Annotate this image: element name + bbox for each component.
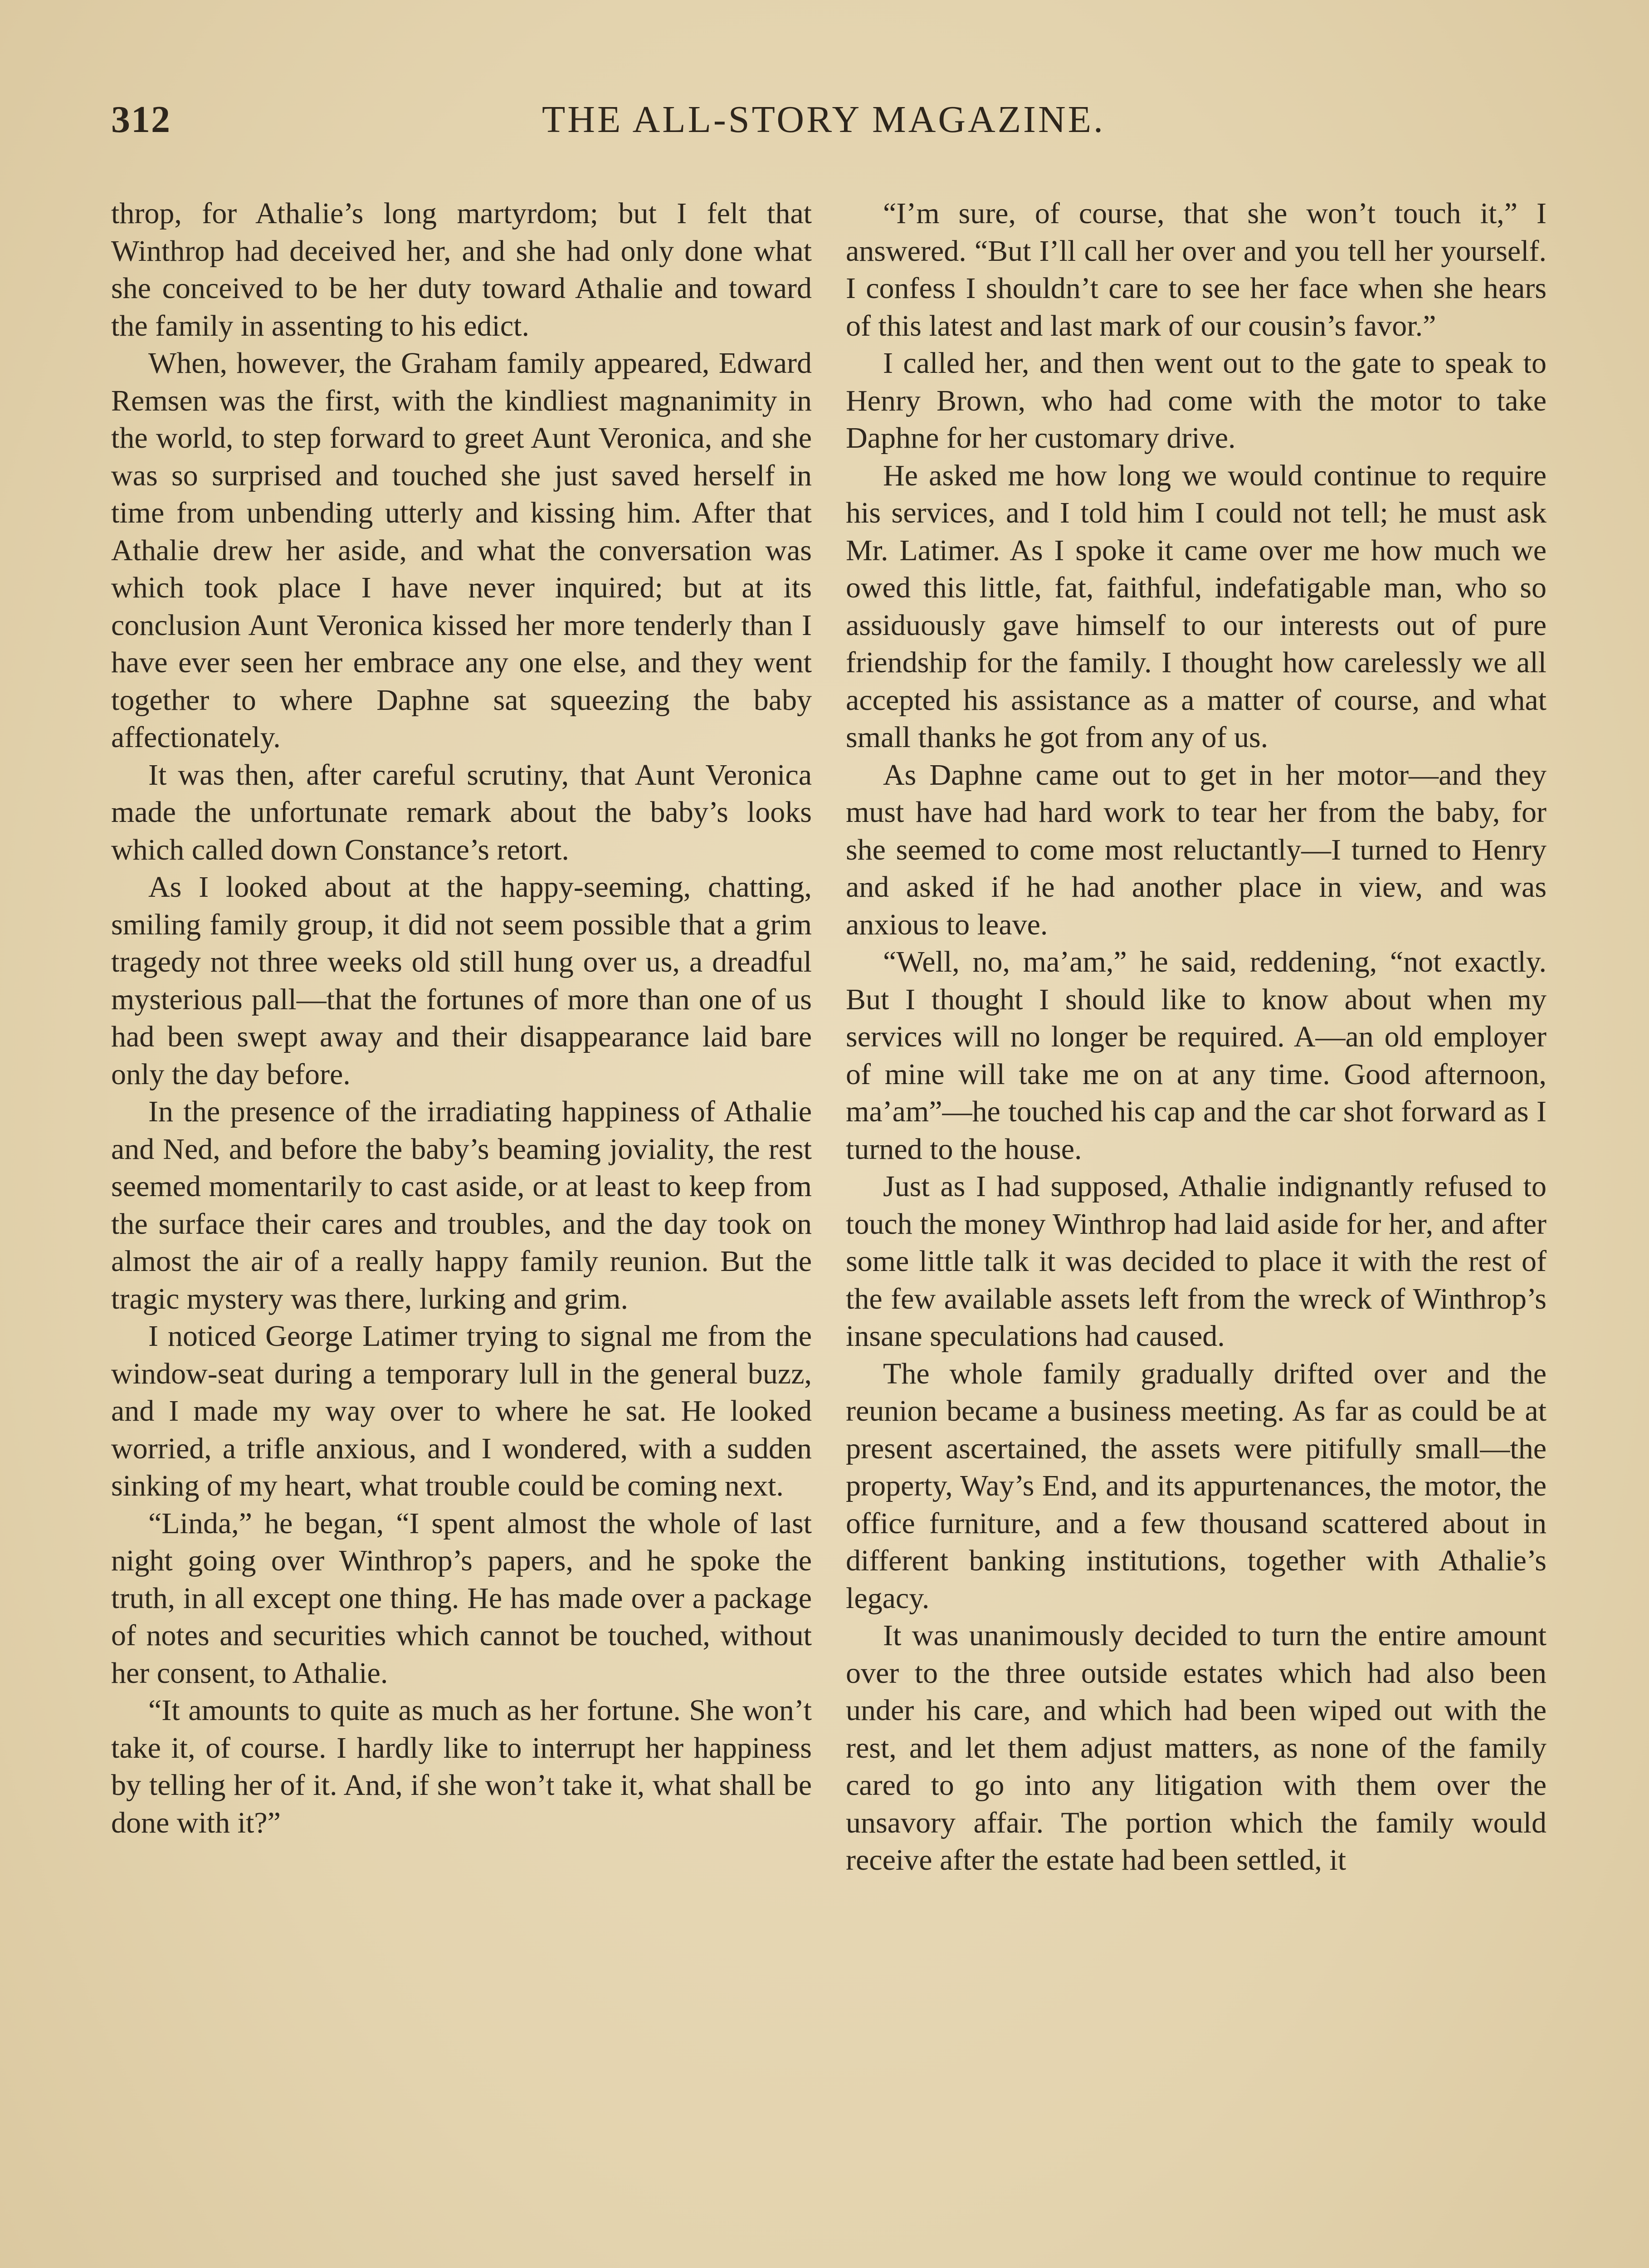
paragraph: As I looked about at the happy-seeming, chatting, smiling family group, it did not seem possible that a grim tragedy not three weeks old still hung over us, a dreadful mysterious pall—that the fortunes of more than one of us had been swept away and their disappearance laid bare only the day before.	[111, 870, 812, 1091]
paragraph: “I’m sure, of course, that she won’t touch it,” I answered. “But I’ll call her over and you tell her yourself. I confess I shouldn’t care to see her face when she hears of this latest and last mark of our cousin’s favor.”	[846, 197, 1547, 342]
paragraph: As Daphne came out to get in her motor—and they must have had hard work to tear her from the baby, for she seemed to come most reluctantly—I turned to Henry and asked if he had another place in view, and was anxious to leave.	[846, 758, 1547, 941]
paragraph: I noticed George Latimer trying to signal me from the window-seat during a temporary lull in the general buzz, and I made my way over to where he sat. He looked worried, a trifle anxious, and I wondered, with a sudden sinking of my heart, what trouble could be coming next.	[111, 1320, 812, 1502]
paragraph: I called her, and then went out to the gate to speak to Henry Brown, who had come with the motor to take Daphne for her customary drive.	[846, 347, 1547, 455]
left-column	[111, 195, 812, 1842]
paragraph: In the presence of the irradiating happiness of Athalie and Ned, and before the baby’s beaming joviality, the rest seemed momentarily to cast aside, or at least to keep from the surface their cares and troubles, and the day took on almost the air of a really happy family reunion. But the tragic mystery was there, lurking and grim.	[111, 1095, 812, 1315]
paragraph: “It amounts to quite as much as her fortune. She won’t take it, of course. I hardly like to interrupt her happiness by telling her of it. And, if she won’t take it, what shall be done with it?”	[111, 1694, 812, 1839]
paragraph: “Well, no, ma’am,” he said, reddening, “not exactly. But I thought I should like to know about when my services will no longer be required. A—an old employer of mine will take me on at any time. Good afternoon, ma’am”—he touched his cap and the car shot forward as I turned to the house.	[846, 945, 1547, 1166]
paragraph: throp, for Athalie’s long martyrdom; but I felt that Winthrop had deceived her, and she had only done what she conceived to be her duty toward Athalie and toward the family in assenting to his edict.	[111, 197, 812, 342]
paragraph: He asked me how long we would continue to require his services, and I told him I could not tell; he must ask Mr. Latimer. As I spoke it came over me how much we owed this little, fat, faithful, indefatigable man, who so assiduously gave himself to our interests out of pure friendship for the family. I thought how carelessly we all accepted his assistance as a matter of course, and what small thanks he got from any of us.	[846, 459, 1547, 754]
paragraph: It was then, after careful scrutiny, that Aunt Veronica made the unfortunate remark about the baby’s looks which called down Constance’s retort.	[111, 758, 812, 866]
right-column	[846, 195, 1547, 1879]
paragraph: It was unanimously decided to turn the entire amount over to the three outside estates which had also been under his care, and which had been wiped out with the rest, and let them adjust matters, as none of the family cared to go into any litigation with them over the unsavory affair. The portion which the family would receive after the estate had been settled, it	[846, 1619, 1547, 1877]
paragraph: When, however, the Graham family appeared, Edward Remsen was the first, with the kindliest magnanimity in the world, to step forward to greet Aunt Veronica, and she was so surprised and touched she just saved herself in time from unbending utterly and kissing him. After that Athalie drew her aside, and what the conversation was which took place I have never inquired; but at its conclusion Aunt Veronica kissed her more tenderly than I have ever seen her embrace any one else, and they went together to where Daphne sat squeezing the baby affectionately.	[111, 347, 812, 754]
page-number: 312	[111, 98, 171, 141]
paragraph: “Linda,” he began, “I spent almost the whole of last night going over Winthrop’s papers, and he spoke the truth, in all except one thing. He has made over a package of notes and securities which cannot be touched, without her consent, to Athalie.	[111, 1506, 812, 1690]
paragraph: Just as I had supposed, Athalie indignantly refused to touch the money Winthrop had laid aside for her, and after some little talk it was decided to place it with the rest of the few available assets left from the wreck of Winthrop’s insane speculations had caused.	[846, 1170, 1547, 1353]
page-header	[111, 98, 1540, 152]
paragraph: The whole family gradually drifted over and the reunion became a business meeting. As far as could be at present ascertained, the assets were pitifully small—the property, Way’s End, and its appurtenances, the motor, the office furniture, and a few thousand scattered about in different banking institutions, together with Athalie’s legacy.	[846, 1357, 1547, 1615]
running-head: THE ALL-STORY MAGAZINE.	[542, 98, 1105, 141]
